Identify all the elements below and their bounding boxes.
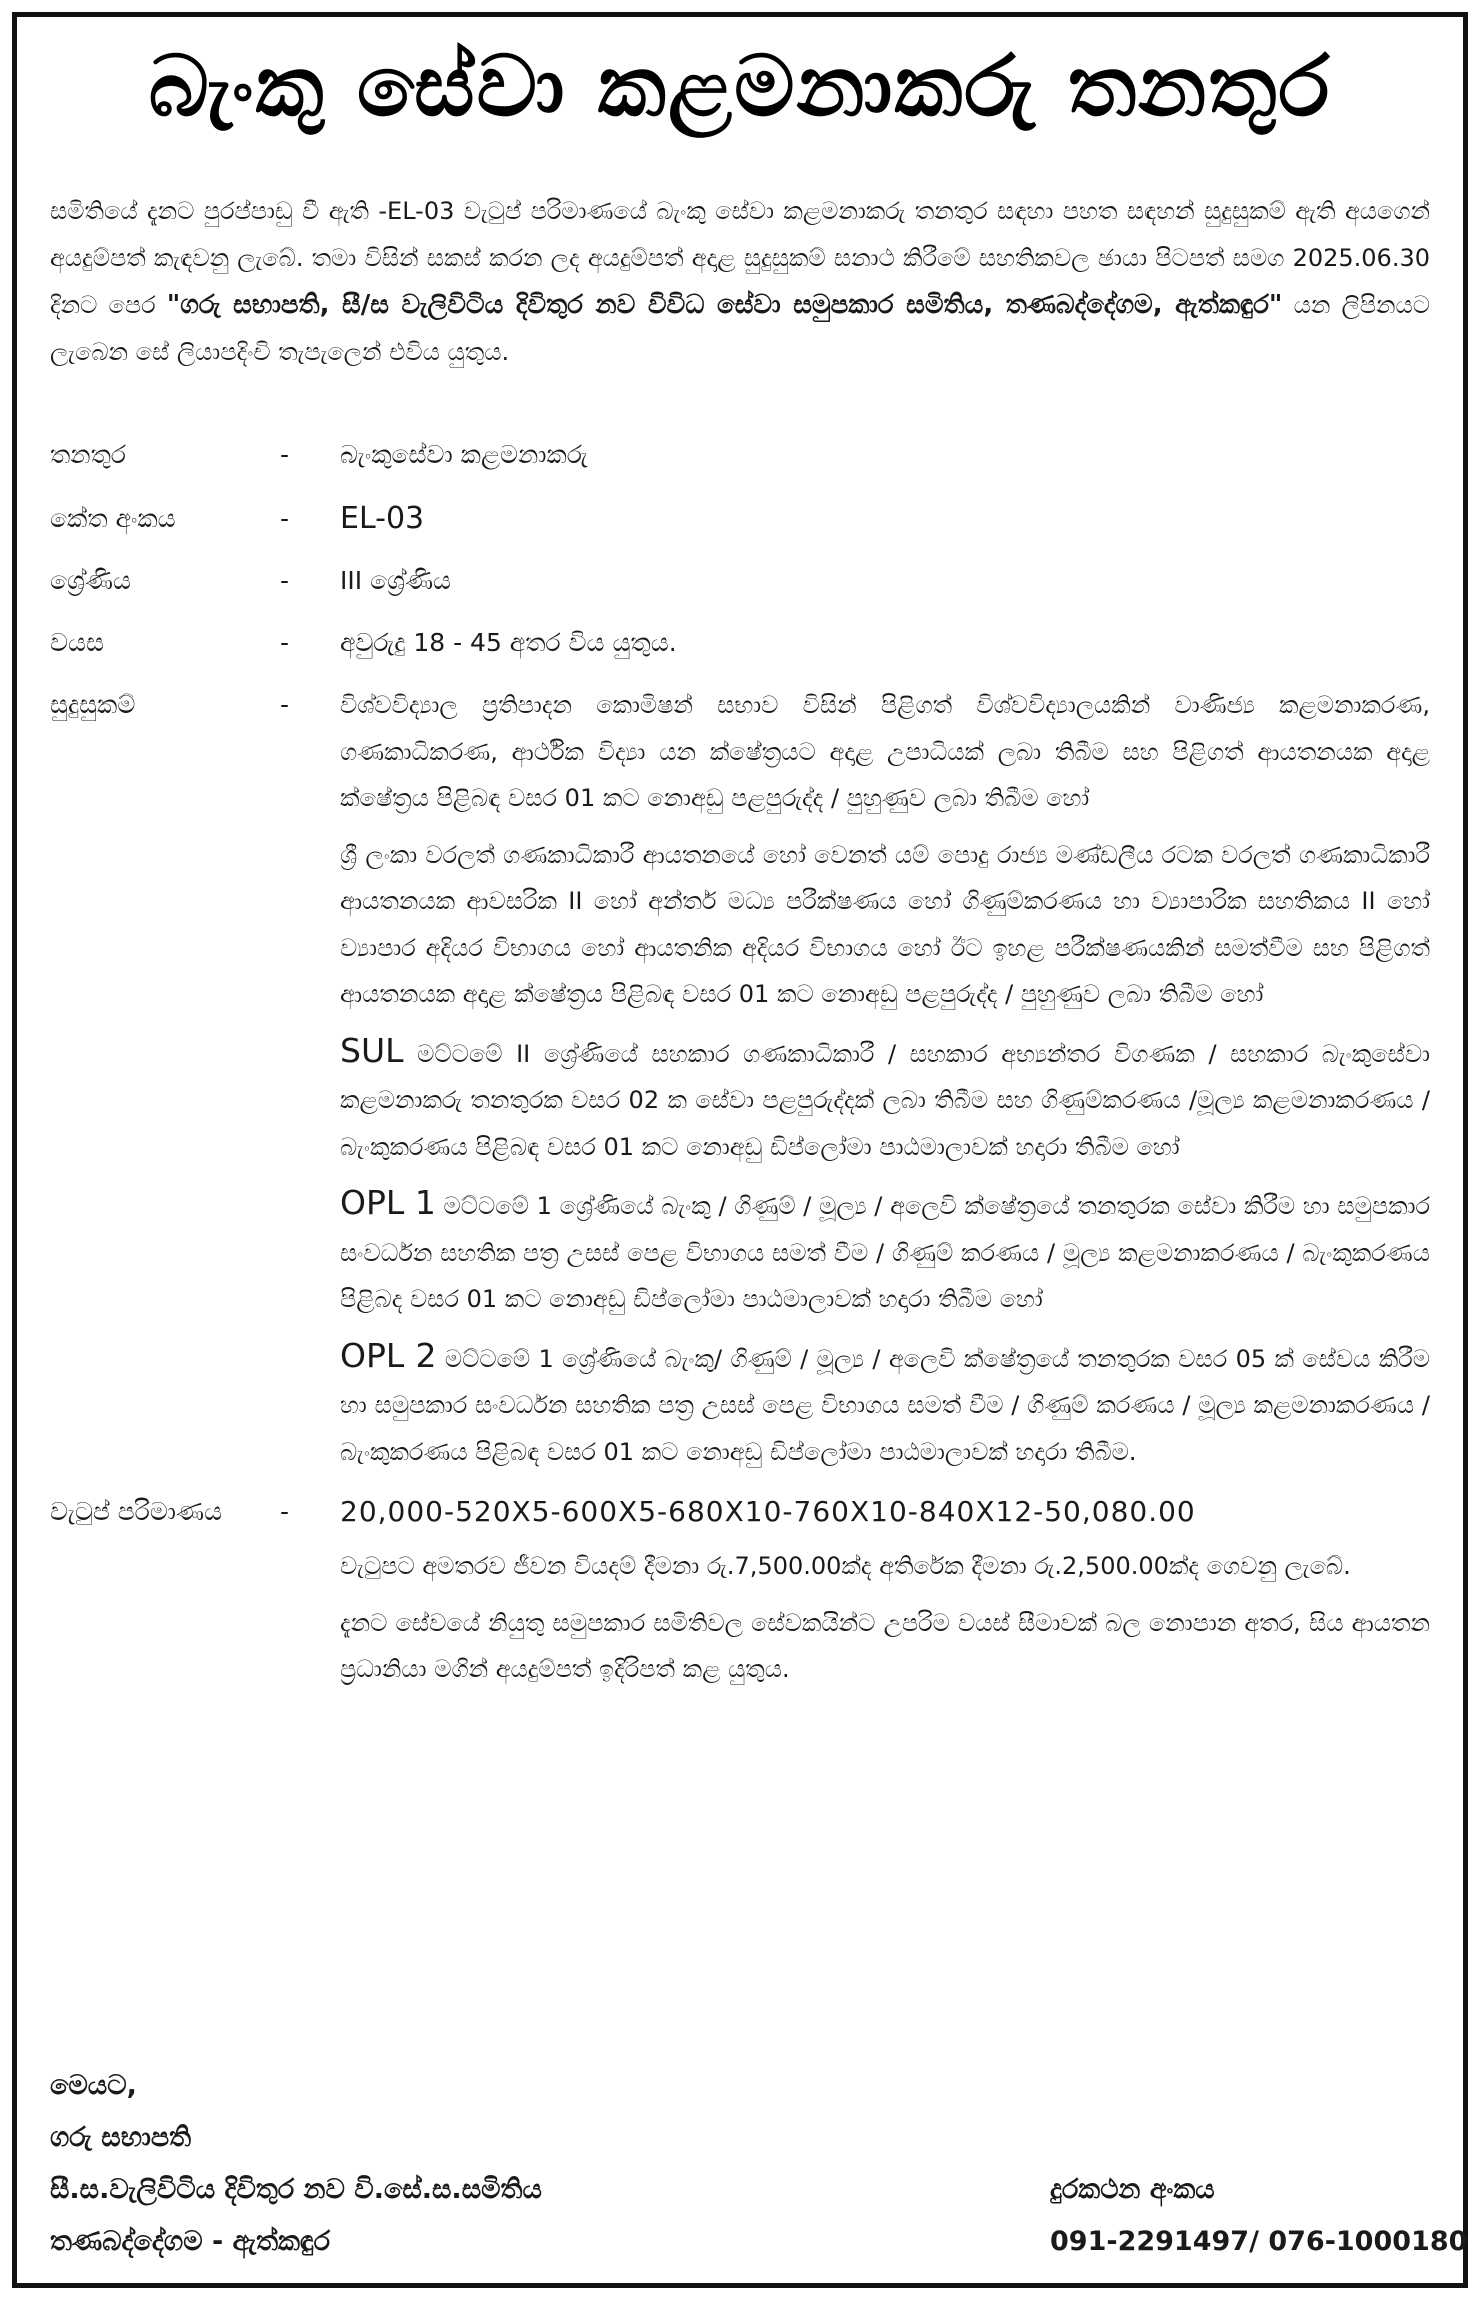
signature-line-1: මෙයට, bbox=[50, 2070, 137, 2101]
detail-row-grade bbox=[50, 558, 1430, 604]
qualification-opl2 bbox=[340, 1333, 1430, 1476]
qualification-opl1-text: මට්ටමේ 1 ශ්‍රේණියේ බැංකු / ගිණුම් / මූල්‍ය / අලෙවි ක්ෂේත්‍රයේ තනතුරක සේවා කිරීම හා සමුපකාර සංවර්ධන සහතික පත්‍ර උසස් පෙළ විභාගය සමත් වීම / ගිණුම් කරණය / මූල්‍ය කළමනාකරණය / බැංකුකරණය පිළිබද වසර 01 කට නොඅඩු ඩිප්ලෝමා පාඨමාලාවක් හදාරා තිබීම හෝ bbox=[340, 1192, 1431, 1313]
detail-dash: - bbox=[280, 440, 290, 469]
detail-label: ශ්‍රේණිය bbox=[50, 566, 131, 595]
detail-row-age bbox=[50, 620, 1430, 666]
salary-row bbox=[50, 1489, 1430, 1535]
salary-dash: - bbox=[280, 1497, 290, 1526]
notice-title: බැංකු සේවා කළමනාකරු තනතුර bbox=[148, 37, 1332, 135]
detail-row-post bbox=[50, 432, 1430, 478]
detail-dash: - bbox=[280, 504, 290, 533]
salary-notes bbox=[340, 1535, 1430, 1703]
intro-tail: යන ලිපිනයට ලැබෙන සේ ලියාපදිංචි තැපැලෙන් එවිය යුතුය. bbox=[50, 291, 1431, 366]
signature-block bbox=[50, 2060, 542, 2268]
detail-label: වයස bbox=[50, 628, 104, 657]
contact-block bbox=[1050, 2164, 1467, 2268]
signature-line-4: තණබද්දේගම - ඇත්කඳුර bbox=[50, 2226, 330, 2257]
details-section bbox=[50, 432, 1430, 1703]
detail-dash: - bbox=[280, 566, 290, 595]
qualifications-dash: - bbox=[280, 690, 290, 719]
intro-paragraph bbox=[50, 188, 1430, 376]
detail-value: EL-03 bbox=[340, 501, 425, 536]
qualification-opl2-lead: OPL 2 bbox=[340, 1335, 437, 1375]
signature-line-3: සී.ස.වැලිවිටිය දිවිතුර නව වි.සේ.ස.සමිතිය bbox=[50, 2174, 542, 2205]
qualifications-label: සුදුසුකම් bbox=[50, 690, 136, 719]
intro-text: සමිතියේ දැනට පුරප්පාඩු වී ඇති -EL-03 වැටුප් පරිමාණයේ බැංකු සේවා කළමනාකරු තනතුර සඳහා පහත සඳහන් සුදුසුකම් ඇති අයගෙන් අයදුම්පත් කැඳවනු ලැබේ. තමා විසින් සකස් කරන ලද අයදුම්පත් අදාළ සුදුසුකම් සනාථ කිරීමේ සහතිකවල ඡායා පිටපත් සමග 2025.06.30 දිනට පෙර bbox=[50, 197, 1430, 319]
detail-value: බැංකුසේවා කළමනාකරු bbox=[340, 440, 588, 469]
qualifications-list bbox=[340, 682, 1430, 1485]
qualification-sul bbox=[340, 1028, 1430, 1171]
age-limit-note: දැනට සේවයේ නියුතු සමුපකාර සමිතිවල සේවකයින්ට උපරිම වයස් සීමාවක් බල නොපාන අතර, සිය ආයතන ප්‍රධානියා මගින් අයදුම්පත් ඉදිරිපත් කළ යුතුය. bbox=[340, 1608, 1430, 1683]
detail-label: කේත අංකය bbox=[50, 504, 176, 533]
detail-label: තනතුර bbox=[50, 440, 127, 469]
detail-dash: - bbox=[280, 628, 290, 657]
contact-label: දුරකථන අංකය bbox=[1050, 2174, 1215, 2205]
qualification-degree: විශ්වවිද්‍යාල ප්‍රතිපාදන කොමිෂන් සභාව විසින් පිළිගත් විශ්වවිද්‍යාලයකින් වාණිජ්‍ය කළමනාකරණ, ගණකාධිකරණ, ආර්ථික විද්‍යා යන ක්ෂේත්‍රයට අදාළ උපාධියක් ලබා තිබීම සහ පිළිගත් ආයතනයක අදාළ ක්ෂේත්‍රය පිළිබඳ වසර 01 කට නොඅඩු පළපුරුද්ද / පුහුණුව ලබා තිබීම හෝ bbox=[340, 691, 1430, 812]
qualification-opl1 bbox=[340, 1180, 1430, 1323]
allowance-note: වැටුපට අමතරව ජීවන වියදම් දීමනා රු.7,500.00ක්ද අතිරේක දීමනා රු.2,500.00ක්ද ගෙවනු ලැබේ. bbox=[340, 1552, 1351, 1580]
qualification-sul-lead: SUL bbox=[340, 1030, 404, 1070]
qualification-opl2-text: මට්ටමේ 1 ශ්‍රේණියේ බැංකු/ ගිණුම් / මූල්‍ය / අලෙවි ක්ෂේත්‍රයේ තනතුරක වසර 05 ක් සේවය කිරීම හා සමුපකාර සංවර්ධන සහතික පත්‍ර උසස් පෙළ විභාගය සමත් වීම / ගිණුම් කරණය / මූල්‍ය කළමනාකරණය / බැංකුකරණය පිළිබඳ වසර 01 කට නොඅඩු ඩිප්ලෝමා පාඨමාලාවක් හදාරා තිබීම. bbox=[340, 1344, 1430, 1466]
qualifications-row bbox=[50, 682, 1430, 1485]
salary-label: වැටුප් පරිමාණය bbox=[50, 1497, 223, 1526]
salary-value: 20,000-520X5-600X5-680X10-760X10-840X12-50,080.00 bbox=[340, 1495, 1196, 1528]
qualification-opl1-lead: OPL 1 bbox=[340, 1183, 436, 1222]
detail-value: අවුරුදු 18 - 45 අතර විය යුතුය. bbox=[340, 628, 677, 657]
qualification-sul-text: මට්ටමේ II ශ්‍රේණියේ සහකාර ගණකාධිකාරී / සහකාර අභ්‍යන්තර විගණක / සහකාර බැංකුසේවා කළමනාකරු තනතුරක වසර 02 ක සේවා පළපුරුද්දක් ලබා තිබීම සහ ගිණුම්කරණය /මූල්‍ය කළමනාකරණය / බැංකුකරණය පිළිබඳ වසර 01 කට නොඅඩු ඩිප්ලෝමා පාඨමාලාවක් හදාරා තිබීම හෝ bbox=[340, 1039, 1430, 1161]
detail-row-code bbox=[50, 496, 1430, 542]
intro-address: "ගරු සභාපති, සී/ස වැලිවිටිය දිවිතුර නව විවිධ සේවා සමුපකාර සමිතිය, තණබද්දේගම, ඇත්කඳුර" bbox=[166, 290, 1283, 320]
salary-notes-row bbox=[50, 1535, 1430, 1703]
detail-value: III ශ්‍රේණිය bbox=[340, 566, 452, 595]
signature-line-2: ගරු සභාපති bbox=[50, 2122, 192, 2153]
qualification-accountancy: ශ්‍රී ලංකා වරලත් ගණකාධිකාරී ආයතනයේ හෝ වෙනත් යම් පොදු රාජ්‍ය මණ්ඩලීය රටක වරලත් ගණකාධිකාරී ආයතනයක ආවසරික II හෝ අන්තර් මධ්‍ය පරීක්ෂණය හෝ ගිණුම්කරණය හා ව්‍යාපාරික සහතිකය II හෝ ව්‍යාපාර අදියර විභාගය හෝ ආයතනික අදියර විභාගය හෝ ඊට ඉහළ පරීක්ෂණයකින් සමත්වීම සහ පිළිගත් ආයතනයක අදාළ ක්ෂේත්‍රය පිළිබඳ වසර 01 කට නොඅඩු පළපුරුද්ද / පුහුණුව ලබා තිබීම හෝ bbox=[340, 840, 1430, 1008]
contact-numbers: 091-2291497/ 076-1000180 bbox=[1050, 2226, 1468, 2257]
